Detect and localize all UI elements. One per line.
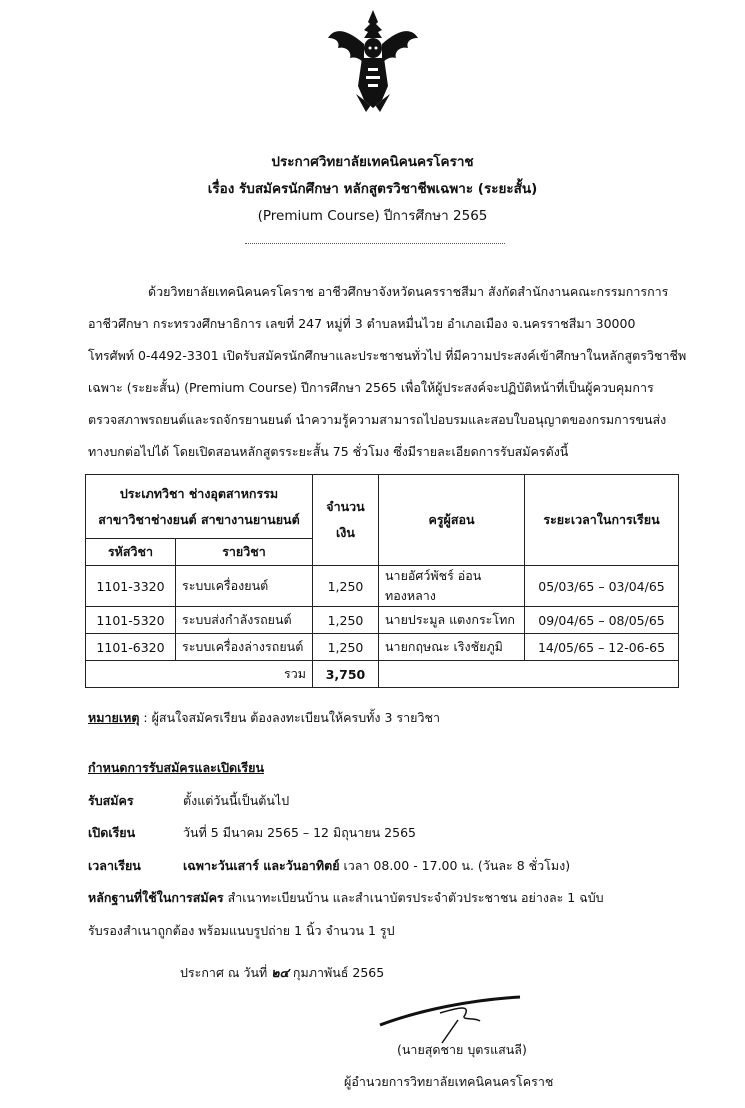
col-amount: จำนวน เงิน bbox=[313, 475, 379, 566]
course-table bbox=[85, 474, 679, 688]
announcement-subtitle: (Premium Course) ปีการศึกษา 2565 bbox=[257, 208, 488, 224]
announcement-title: ประกาศวิทยาลัยเทคนิคนครโคราช bbox=[271, 154, 474, 170]
divider bbox=[245, 243, 505, 244]
paragraph-line: โทรศัพท์ 0-4492-3301 เปิดรับสมัครนักศึกษาและประชาชนทั่วไป ที่มีความประสงค์เข้าศึกษาในหลักสูตรวิชาชีพ bbox=[88, 348, 687, 363]
schedule-docs: หลักฐานที่ใช้ในการสมัคร สำเนาทะเบียนบ้าน และสำเนาบัตรประจำตัวประชาชน อย่างละ 1 ฉบับ bbox=[88, 890, 604, 905]
schedule-time: เวลาเรียน เฉพาะวันเสาร์ และวันอาทิตย์ เวลา 08.00 - 17.00 น. (วันละ 8 ชั่วโมง) bbox=[88, 858, 571, 873]
table-row: 1101-3320 ระบบเครื่องยนต์ 1,250 นายอัศว์พัชร์ อ่อนทองหลาง 05/03/65 – 03/04/65 bbox=[86, 566, 679, 607]
col-subject: รายวิชา bbox=[176, 539, 313, 566]
signer-name: (นายสุดชาย บุตรแสนลี) bbox=[397, 1042, 527, 1057]
col-teacher: ครูผู้สอน bbox=[379, 475, 525, 566]
announcement-subject: เรื่อง รับสมัครนักศึกษา หลักสูตรวิชาชีพเฉพาะ (ระยะสั้น) bbox=[207, 181, 538, 197]
signer-title: ผู้อำนวยการวิทยาลัยเทคนิคนครโคราช bbox=[344, 1074, 554, 1089]
paragraph-line: ด้วยวิทยาลัยเทคนิคนครโคราช อาชีวศึกษาจังหวัดนครราชสีมา สังกัดสำนักงานคณะกรรมการการ bbox=[148, 284, 669, 299]
table-row: 1101-6320 ระบบเครื่องล่างรถยนต์ 1,250 นายกฤษณะ เริงชัยภูมิ 14/05/65 – 12-06-65 bbox=[86, 634, 679, 661]
schedule-docs-line2: รับรองสำเนาถูกต้อง พร้อมแนบรูปถ่าย 1 นิ้ว จำนวน 1 รูป bbox=[88, 923, 395, 938]
schedule-open: เปิดเรียน วันที่ 5 มีนาคม 2565 – 12 มิถุนายน 2565 bbox=[88, 825, 416, 840]
table-row: 1101-5320 ระบบส่งกำลังรถยนต์ 1,250 นายประมูล แตงกระโทก 09/04/65 – 08/05/65 bbox=[86, 607, 679, 634]
paragraph-line: อาชีวศึกษา กระทรวงศึกษาธิการ เลขที่ 247 หมู่ที่ 3 ตำบลหมื่นไวย อำเภอเมือง จ.นครราชสีมา 30000 bbox=[88, 316, 636, 331]
handwritten-day: ๒๔ bbox=[271, 965, 289, 980]
total-row: รวม 3,750 bbox=[86, 661, 679, 688]
note: หมายเหตุ : ผู้สนใจสมัครเรียน ต้องลงทะเบียนให้ครบทั้ง 3 รายวิชา bbox=[88, 710, 441, 725]
garuda-emblem bbox=[326, 8, 420, 116]
group-header: ประเภทวิชา ช่างอุตสาหกรรม สาขาวิชาช่างยนต์ สาขางานยานยนต์ bbox=[86, 475, 313, 539]
schedule-apply: รับสมัคร ตั้งแต่วันนี้เป็นต้นไป bbox=[88, 793, 290, 808]
paragraph-line: ตรวจสภาพรถยนต์และรถจักรยานยนต์ นำความรู้ความสามารถไปอบรมและสอบใบอนุญาตของกรมการขนส่ง bbox=[88, 412, 667, 427]
col-code: รหัสวิชา bbox=[86, 539, 176, 566]
announce-date: ประกาศ ณ วันที่ ๒๔ กุมภาพันธ์ 2565 bbox=[180, 965, 385, 980]
signature bbox=[370, 985, 530, 1045]
paragraph-line: เฉพาะ (ระยะสั้น) (Premium Course) ปีการศึกษา 2565 เพื่อให้ผู้ประสงค์จะปฏิบัติหน้าที่เป็นผู้ควบคุมการ bbox=[88, 380, 654, 395]
schedule-heading: กำหนดการรับสมัครและเปิดเรียน bbox=[88, 760, 264, 775]
col-period: ระยะเวลาในการเรียน bbox=[525, 475, 679, 566]
paragraph-line: ทางบกต่อไปได้ โดยเปิดสอนหลักสูตรระยะสั้น 75 ชั่วโมง ซึ่งมีรายละเอียดการรับสมัครดังนี้ bbox=[88, 444, 569, 459]
